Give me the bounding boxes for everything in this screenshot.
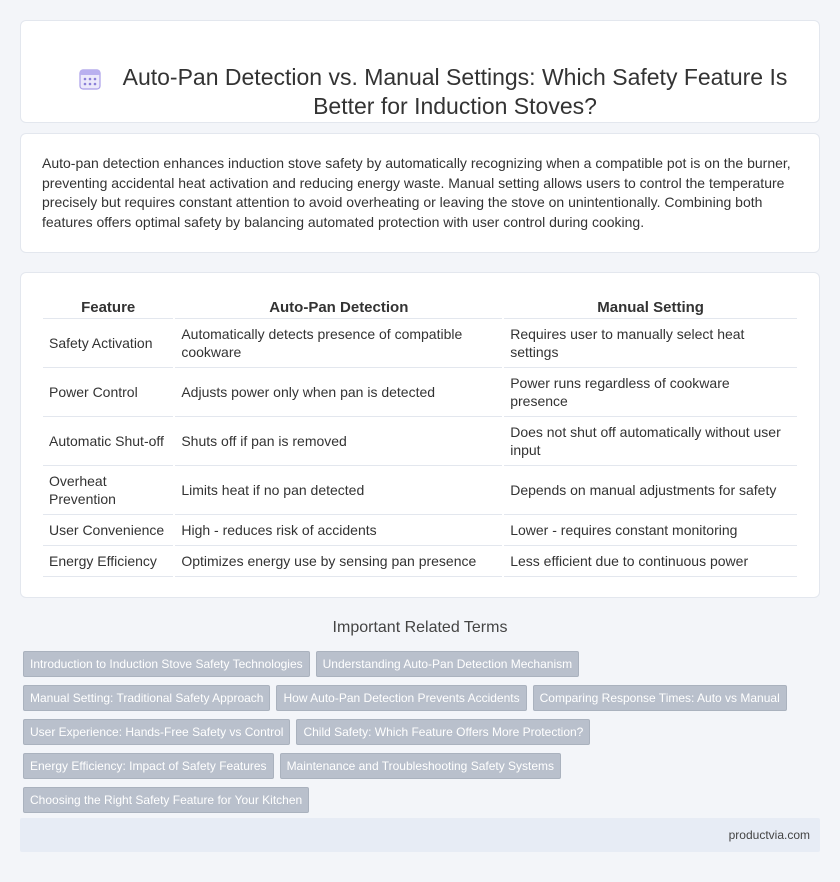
related-term-link[interactable]: Understanding Auto-Pan Detection Mechanism [316, 651, 579, 677]
table-cell: Power runs regardless of cookware presence [504, 368, 797, 417]
related-term-link[interactable]: Energy Efficiency: Impact of Safety Features [23, 753, 274, 779]
table-cell: Limits heat if no pan detected [175, 466, 502, 515]
table-row [43, 417, 797, 466]
table-cell: Does not shut off automatically without user input [504, 417, 797, 466]
related-terms-heading: Important Related Terms [332, 619, 508, 636]
table-cell: Overheat Prevention [43, 466, 173, 515]
summary-card [20, 133, 820, 253]
table-cell: High - reduces risk of accidents [175, 515, 502, 546]
related-term-link[interactable]: Maintenance and Troubleshooting Safety Systems [280, 753, 562, 779]
related-term-link[interactable]: Choosing the Right Safety Feature for Your Kitchen [23, 787, 309, 813]
table-cell: Shuts off if pan is removed [175, 417, 502, 466]
table-row [43, 319, 797, 368]
table-cell: Energy Efficiency [43, 546, 173, 577]
table-cell: Safety Activation [43, 319, 173, 368]
page-title: Auto-Pan Detection vs. Manual Settings: Which Safety Feature Is Better for Induction Stoves? [122, 64, 788, 119]
table-cell: Depends on manual adjustments for safety [504, 466, 797, 515]
table-cell: Less efficient due to continuous power [504, 546, 797, 577]
table-cell: Optimizes energy use by sensing pan presence [175, 546, 502, 577]
related-term-link[interactable]: Introduction to Induction Stove Safety Technologies [23, 651, 310, 677]
footer [20, 818, 820, 852]
table-cell: Lower - requires constant monitoring [504, 515, 797, 546]
footer-site-link[interactable]: productvia.com [728, 828, 810, 842]
table-cell: Automatically detects presence of compatible cookware [175, 319, 502, 368]
table-row [43, 515, 797, 546]
title-card [20, 20, 820, 123]
table-cell: User Convenience [43, 515, 173, 546]
table-cell: Automatic Shut-off [43, 417, 173, 466]
summary-text: Auto-pan detection enhances induction stove safety by automatically recognizing when a compatible pot is on the burner, preventing accidental heat activation and reducing energy waste. Manual setting allows users to control the temperature precisely but requires constant attention to avoid overheating or leaving the stove on unintentionally. Combining both features offers optimal safety by balancing automated protection with user control during cooking. [42, 155, 791, 230]
table-cell: Requires user to manually select heat settings [504, 319, 797, 368]
related-term-link[interactable]: How Auto-Pan Detection Prevents Accidents [276, 685, 526, 711]
table-cell: Power Control [43, 368, 173, 417]
header-auto-pan: Auto-Pan Detection [175, 297, 502, 319]
related-term-link[interactable]: Comparing Response Times: Auto vs Manual [533, 685, 787, 711]
table-row [43, 368, 797, 417]
related-term-link[interactable]: Manual Setting: Traditional Safety Approach [23, 685, 270, 711]
related-term-link[interactable]: Child Safety: Which Feature Offers More Protection? [296, 719, 590, 745]
comparison-table-card [20, 272, 820, 598]
related-term-link[interactable]: User Experience: Hands-Free Safety vs Control [23, 719, 290, 745]
related-terms-list [23, 651, 803, 813]
comparison-table [41, 297, 799, 577]
table-cell: Adjusts power only when pan is detected [175, 368, 502, 417]
table-row [43, 546, 797, 577]
table-header-row [43, 297, 797, 319]
header-manual: Manual Setting [504, 297, 797, 319]
table-row [43, 466, 797, 515]
header-feature: Feature [43, 297, 173, 319]
